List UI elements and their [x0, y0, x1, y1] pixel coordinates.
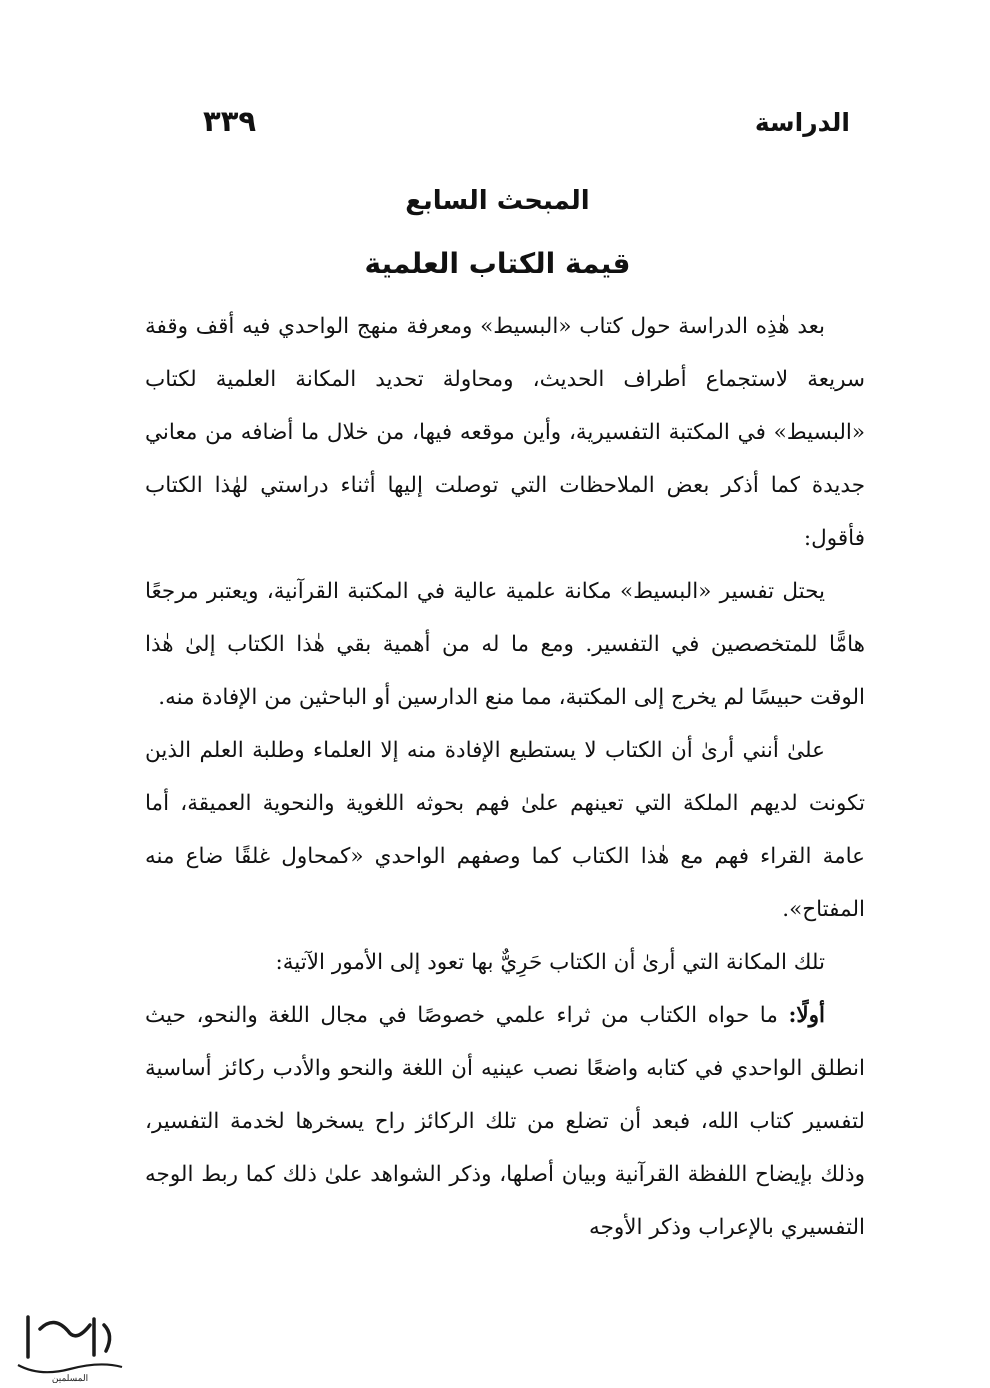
- logo-flourish: [18, 1364, 122, 1372]
- page-number: ٣٣٩: [203, 104, 257, 138]
- paragraph-readership: علىٰ أنني أرىٰ أن الكتاب لا يستطيع الإفادة منه إلا العلماء وطلبة العلم الذين تكونت لديهم الملكة التي تعينهم علىٰ فهم بحوثه اللغوية والنحوية العميقة، أما عامة القراء فهم مع هٰذا الكتاب كما وصفهم الواحدي «كمحاول غلقًا ضاع منه المفتاح».: [145, 738, 865, 922]
- section-title: قيمة الكتاب العلمية: [364, 247, 631, 280]
- paragraph-reasons: تلك المكانة التي أرىٰ أن الكتاب حَرِيٌّ بها تعود إلى الأمور الآتية:: [275, 950, 825, 975]
- section-heading: المبحث السابع: [405, 186, 590, 216]
- item-lead: أولًا:: [788, 1003, 825, 1028]
- running-header: [145, 104, 850, 148]
- logo-text: المسلمين: [51, 1374, 89, 1383]
- logo-stroke: [28, 1317, 110, 1357]
- body-text: [145, 300, 865, 1254]
- paragraph-intro: بعد هٰذِه الدراسة حول كتاب «البسيط» ومعرفة منهج الواحدي فيه أقف وقفة سريعة لاستجماع أطراف الحديث، ومحاولة تحديد المكانة العلمية لكتاب «البسيط» في المكتبة التفسيرية، وأين موقعه فيها، من خلال ما أضافه من معاني جديدة كما أذكر بعض الملاحظات التي توصلت إليها أثناء دراستي لهٰذا الكتاب فأقول:: [145, 314, 865, 551]
- running-title: الدراسة: [754, 108, 850, 137]
- item-text: ما حواه الكتاب من ثراء علمي خصوصًا في مجال اللغة والنحو، حيث انطلق الواحدي في كتابه واضعًا نصب عينيه أن اللغة والنحو والأدب ركائز أساسية لتفسير كتاب الله، فبعد أن تضلع من تلك الركائز راح يسخرها لخدمة التفسير، وذلك بإيضاح اللفظة القرآنية وبيان أصلها، وذكر الشواهد علىٰ ذلك كما ربط الوجه التفسيري بالإعراب وذكر الأوجه: [145, 1003, 865, 1240]
- list-item-first: [145, 989, 865, 1254]
- paragraph-status: يحتل تفسير «البسيط» مكانة علمية عالية في المكتبة القرآنية، ويعتبر مرجعًا هامًّا للمتخصصين في التفسير. ومع ما له من أهمية بقي هٰذا الكتاب إلىٰ هٰذا الوقت حبيسًا لم يخرج إلى المكتبة، مما منع الدارسين أو الباحثين من الإفادة منه.: [145, 579, 865, 710]
- publisher-logo: [10, 1295, 130, 1383]
